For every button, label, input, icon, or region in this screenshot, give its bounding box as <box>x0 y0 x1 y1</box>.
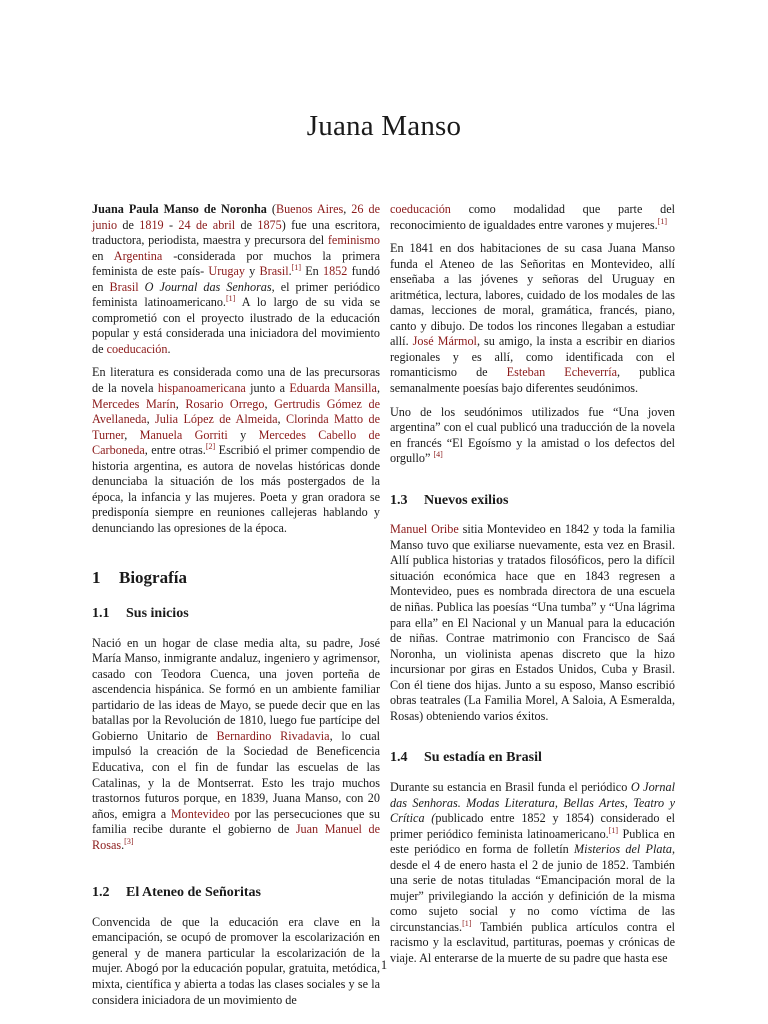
text-fragment: -considerada por muchos la primera feminista de este país- <box>92 248 380 279</box>
page-title: Juana Manso <box>306 110 462 142</box>
link-coeducacion-2[interactable]: coeducación <box>390 202 451 216</box>
text-fragment: , <box>343 202 352 216</box>
text-fragment: como modalidad que parte del reconocimiento de igualdades entre varones y mujeres. <box>390 202 675 232</box>
link-eduarda-mansilla[interactable]: Eduarda Mansilla <box>289 381 377 396</box>
reference-1[interactable]: [1] <box>291 263 301 273</box>
ateneo-paragraph-3 <box>390 405 675 467</box>
text-fragment: sitia Montevideo en 1842 y toda la familia Manso tuvo que exiliarse nuevamente, esta vez en Brasil. Allí publica historias y tratados filosóficos, pero la difícil situación económica hace que en 1843 regresen a Montevideo, pues es nombrada directora de una escuela de niñas. Publica las poesías “Una tumba” y “Una lágrima para ella” en El Nacional y un Manual para la educación de niñas. Contrae matrimonio con Francisco de Saá Noronha, un violinista apenas discreto que la hizo incursionar por giras en Estados Unidos, Cuba y Brasil. Con él tiene dos hijas. Junto a su esposo, Manso escribió obras teatrales (La Familia Morel, A Saloia, A Esmeralda, Rosas) obteniendo varios éxitos. <box>390 522 675 723</box>
text-fragment: de <box>235 217 258 232</box>
text-fragment: , <box>146 412 156 427</box>
text-fragment: , <box>264 396 275 411</box>
subsection-title: Sus inicios <box>126 606 189 622</box>
link-rosas[interactable]: Juan Manuel de Rosas <box>92 822 381 852</box>
subsection-title: Nuevos exilios <box>424 492 509 508</box>
subsection-heading-brasil <box>390 750 675 766</box>
text-fragment: , entre otras. <box>144 443 206 458</box>
link-brasil-2[interactable]: Brasil <box>109 279 139 294</box>
link-rivadavia[interactable]: Bernardino Rivadavia <box>216 728 330 743</box>
text-fragment: - <box>163 217 179 232</box>
link-mercedes-cabello[interactable]: Mercedes Cabello de Carboneda <box>92 427 381 458</box>
text-fragment: Escribió el primer compendio de historia argentina, es autora de novelas históricas donde denunciaba la situación de los más postergados de la época, la infancia y las mujeres. Poeta y gran oradora se predisponía siempre en reuniones callejeras hablando y denunciando las opresiones de la época. <box>92 443 380 535</box>
link-argentina[interactable]: Argentina <box>113 248 163 263</box>
text-fragment: , su amigo, la insta a escribir en diarios regionales y es allí, como identificada con el romanticismo de <box>390 334 675 380</box>
text-fragment: y <box>244 264 260 279</box>
page-number: 1 <box>380 958 388 972</box>
reference-1[interactable]: [1] <box>225 294 236 304</box>
text-fragment: de <box>117 217 140 232</box>
text-fragment: por las persecuciones que su familia recibe durante el gobierno de <box>92 806 380 837</box>
text-fragment: y <box>227 427 259 442</box>
reference-1[interactable]: [1] <box>608 825 619 835</box>
text-fragment: , <box>277 412 286 427</box>
link-esteban-echeverria[interactable]: Esteban Echeverría <box>506 365 618 380</box>
link-clorinda-matto[interactable]: Clorinda Matto de Turner <box>92 412 381 442</box>
subsection-number: 1.2 <box>92 885 110 901</box>
intro-paragraph-2 <box>92 365 380 536</box>
link-buenos-aires[interactable]: Buenos Aires <box>275 202 344 216</box>
subsection-number: 1.3 <box>390 492 408 508</box>
text-fragment: , <box>376 381 380 396</box>
subsection-number: 1.1 <box>92 606 110 622</box>
text-fragment: En literatura es considerada como una de las precursoras de la novela <box>92 365 380 396</box>
text-fragment: junto a <box>245 381 290 396</box>
link-mercedes-marin[interactable]: Mercedes Marín <box>92 396 176 411</box>
text-fragment: . <box>121 837 125 852</box>
subsection-number: 1.4 <box>390 750 408 766</box>
reference-2[interactable]: [2] <box>205 442 216 452</box>
link-montevideo[interactable]: Montevideo <box>170 806 230 821</box>
text-fragment: Convencida de que la educación era clave en la emancipación, se ocupó de promover la escolarización en general y de manera particular la escolarización de la mujer. Abogó por la educación popular, gratuita, metódica, mixta, científica y abierta a todas las clases sociales y se la considera iniciadora de un movimiento de <box>92 914 380 1007</box>
text-fragment: , publica semanalmente poesías bajo diferentes seudónimos. <box>390 365 675 396</box>
misterios-title-italic: Misterios del Plata <box>574 842 672 857</box>
text-fragment: . <box>288 264 292 279</box>
subsection-heading-ateneo <box>92 885 380 901</box>
text-fragment: , el primer periódico feminista latinoamericano. <box>92 279 381 310</box>
subsection-heading-inicios <box>92 606 380 622</box>
reference-4[interactable]: [4] <box>433 450 443 460</box>
link-rosario-orrego[interactable]: Rosario Orrego <box>185 396 265 411</box>
text-fragment: fundó en <box>92 264 381 294</box>
link-feminismo[interactable]: feminismo <box>327 233 380 248</box>
link-1852[interactable]: 1852 <box>322 264 348 279</box>
text-fragment: Durante su estancia en Brasil funda el periódico <box>390 779 631 794</box>
text-fragment: , <box>175 396 186 411</box>
reference-1[interactable]: [1] <box>462 918 472 928</box>
section-title: Biografía <box>119 568 187 588</box>
journal-title: O Journal das Senhoras <box>144 279 272 294</box>
section-number: 1 <box>92 568 101 588</box>
text-fragment: en <box>92 248 114 263</box>
inicios-paragraph <box>92 636 380 854</box>
subsection-heading-exilios <box>390 493 675 509</box>
link-brasil[interactable]: Brasil <box>259 264 289 279</box>
text-fragment: . <box>167 341 171 356</box>
text-fragment: A lo largo de su vida se comprometió con el proyecto ilustrado de la educación popular y está considerada una iniciadora del movimiento de <box>92 295 381 356</box>
left-column <box>92 202 380 1008</box>
text-fragment: publicado entre 1852 y 1854) considerado el primer periódico feminista latinoamericano. <box>390 811 676 841</box>
link-uruguay[interactable]: Urugay <box>208 264 245 279</box>
text-fragment: , <box>124 427 140 442</box>
text-fragment: En <box>301 264 323 279</box>
link-birth-date[interactable]: 26 de junio <box>92 202 380 232</box>
brasil-paragraph <box>390 780 675 967</box>
text-fragment: , lo cual impulsó la creación de la Sociedad de Beneficencia Educativa, con el fin de fundar las escuelas de las Catalinas, y la de Montserrat. Esto les trajo muchos trastornos futuros porque, en 1839, Juana Manso, con 20 años, emigra a <box>92 728 380 821</box>
link-gertrudis-gomez[interactable]: Gertrudis Gómez de Avellaneda <box>92 396 381 427</box>
link-death-year[interactable]: 1875 <box>257 217 282 232</box>
exilios-paragraph <box>390 522 675 724</box>
link-julia-lopez[interactable]: Julia López de Almeida <box>155 412 278 427</box>
reference-1[interactable]: [1] <box>657 216 668 226</box>
text-fragment: En 1841 en dos habitaciones de su casa Juana Manso funda el Ateneo de las Señoritas en Montevideo, allí enseñaba a las jóvenes y señoras del Uruguay en aritmética, lectura, labores, cuidado de los modales de las damas, lecciones de moral, gramática, francés, piano, canto y dibujo. De todos los rincones llegaban a estudiar allí. <box>390 241 675 349</box>
link-birth-year[interactable]: 1819 <box>139 217 164 232</box>
link-manuel-oribe[interactable]: Manuel Oribe <box>390 522 459 537</box>
link-jose-marmol[interactable]: José Mármol <box>412 334 477 349</box>
text-fragment: Publica en este periódico en forma de folletín <box>390 826 675 857</box>
text-fragment: ( <box>266 202 276 216</box>
right-column <box>390 202 675 967</box>
text-fragment: Nació en un hogar de clase media alta, su padre, José María Manso, inmigrante andaluz, ingeniero y agrimensor, casado con Teodora Cuenca, una joven porteña de ascendencia hispánica. Se formó en un ambiente familiar partidario de las ideas de Mayo, se puede decir que en las batallas por la Revolución de 1810, luego fue partícipe del Gobierno Unitario de <box>92 635 380 743</box>
subsection-title: Su estadía en Brasil <box>424 750 542 766</box>
text-fragment: , desde el 4 de enero hasta el 2 de junio de 1852. También una serie de notas tituladas “Emancipación moral de la mujer” privilegiando la acción y definición de la misma como sujeto social y no como víctima de las circunstancias. <box>390 842 675 934</box>
section-heading-biografia <box>92 570 380 586</box>
text-fragment: ) fue una escritora, traductora, periodista, maestra y precursora del <box>92 217 380 248</box>
text-fragment: También publica artículos contra el racismo y la esclavitud, partituras, poemas y crónicas de viaje. Al enterarse de la muerte de su padre que hasta ese <box>390 919 675 965</box>
intro-paragraph-1 <box>92 202 380 357</box>
link-coeducacion[interactable]: coeducación <box>106 341 168 356</box>
link-hispanoamericana[interactable]: hispanoamericana <box>157 381 246 396</box>
text-fragment: Uno de los seudónimos utilizados fue “Una joven argentina” con el cual publicó una traducción de la novela en francés “El Egoísmo y la amistad o los defectos del orgullo” <box>390 404 675 466</box>
subsection-title: El Ateneo de Señoritas <box>126 885 261 901</box>
subject-name: Juana Paula Manso de Noronha <box>92 202 267 216</box>
reference-3[interactable]: [3] <box>124 836 134 846</box>
link-manuela-gorriti[interactable]: Manuela Gorriti <box>139 427 228 442</box>
ateneo-paragraph-2 <box>390 241 675 396</box>
link-death-date[interactable]: 24 de abril <box>178 217 236 232</box>
ateneo-paragraph-1-continued <box>390 202 675 233</box>
journal-title-italic: O Jornal das Senhoras. Modas Literatura, Bellas Artes, Teatro y Crítica ( <box>390 779 675 826</box>
